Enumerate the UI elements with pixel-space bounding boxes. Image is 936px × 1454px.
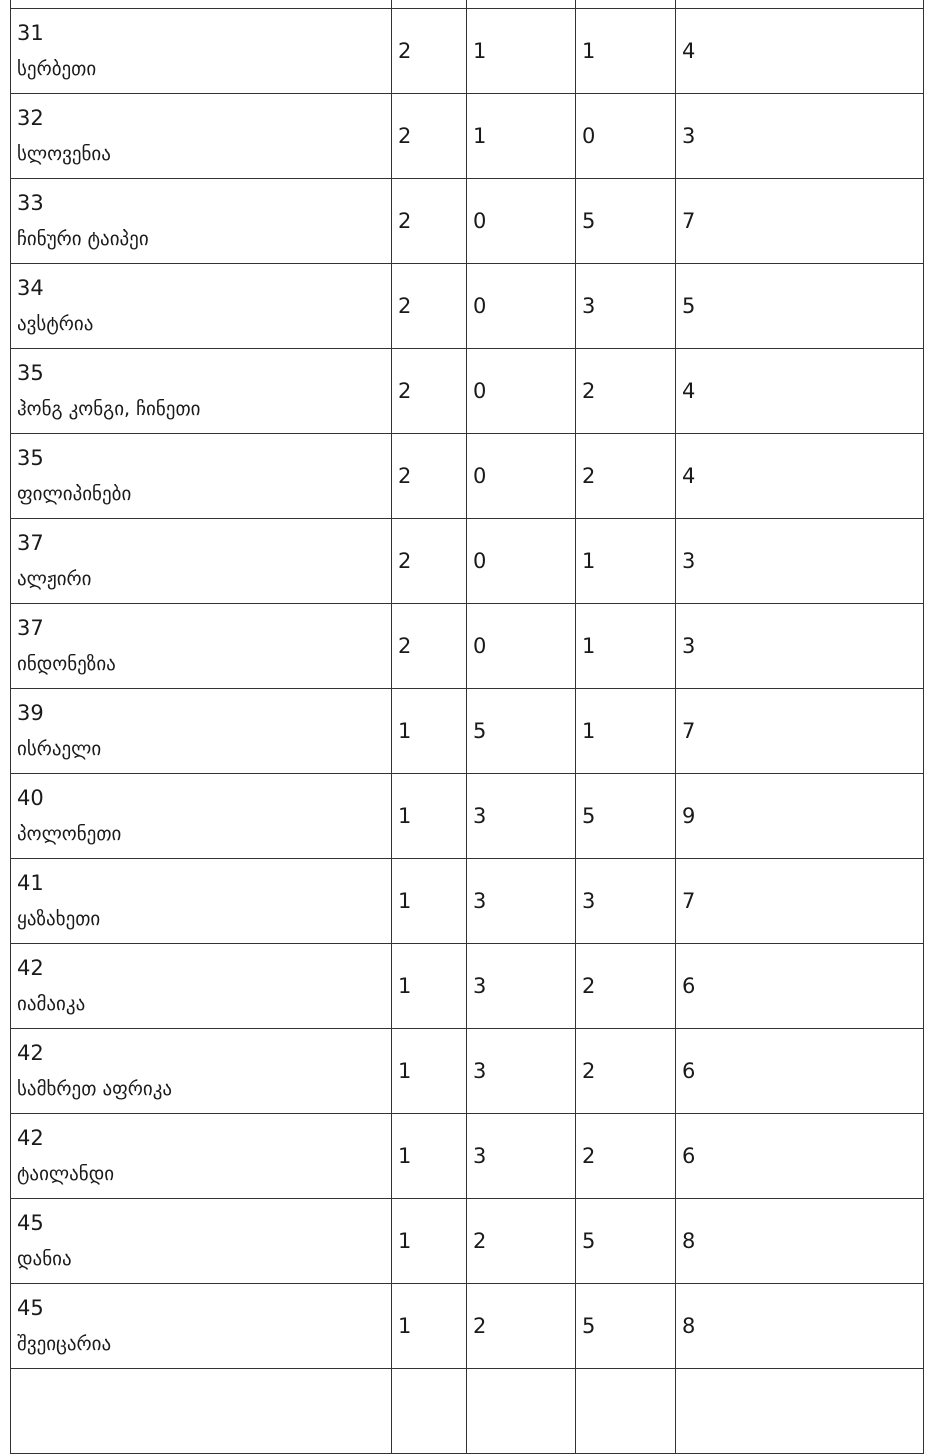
country-cell bbox=[11, 179, 392, 264]
total-count: 5 bbox=[676, 264, 924, 349]
country-cell bbox=[11, 1114, 392, 1199]
country-name: ტაილანდი bbox=[17, 1163, 115, 1185]
silver-count: 5 bbox=[467, 689, 576, 774]
silver-count bbox=[467, 0, 576, 9]
bronze-count: 2 bbox=[576, 944, 676, 1029]
rank-value: 31 bbox=[17, 21, 44, 45]
total-count: 9 bbox=[676, 774, 924, 859]
table-row bbox=[11, 519, 924, 604]
silver-count: 3 bbox=[467, 1029, 576, 1114]
table-row bbox=[11, 689, 924, 774]
country-name: ჩინური ტაიპეი bbox=[17, 228, 149, 250]
total-count bbox=[676, 0, 924, 9]
rank-value: 37 bbox=[17, 616, 44, 640]
country-cell bbox=[11, 774, 392, 859]
country-name: ინდონეზია bbox=[17, 653, 116, 675]
silver-count: 3 bbox=[467, 774, 576, 859]
country-cell bbox=[11, 434, 392, 519]
total-count: 6 bbox=[676, 944, 924, 1029]
bronze-count: 2 bbox=[576, 349, 676, 434]
silver-count: 0 bbox=[467, 349, 576, 434]
silver-count: 0 bbox=[467, 264, 576, 349]
rank-value: 40 bbox=[17, 786, 44, 810]
gold-count: 1 bbox=[392, 859, 467, 944]
table-row bbox=[11, 0, 924, 9]
gold-count: 1 bbox=[392, 689, 467, 774]
country-cell bbox=[11, 1029, 392, 1114]
bronze-count bbox=[576, 0, 676, 9]
rank-value: 41 bbox=[17, 871, 44, 895]
silver-count: 2 bbox=[467, 1199, 576, 1284]
country-name: ჰონგ კონგი, ჩინეთი bbox=[17, 398, 201, 420]
country-cell bbox=[11, 604, 392, 689]
bronze-count: 2 bbox=[576, 1114, 676, 1199]
gold-count: 2 bbox=[392, 434, 467, 519]
gold-count: 2 bbox=[392, 519, 467, 604]
country-name: იამაიკა bbox=[17, 993, 86, 1015]
table-row bbox=[11, 1029, 924, 1114]
total-count: 7 bbox=[676, 689, 924, 774]
silver-count: 0 bbox=[467, 434, 576, 519]
table-row bbox=[11, 94, 924, 179]
table-row bbox=[11, 9, 924, 94]
rank-value: 32 bbox=[17, 106, 44, 130]
rank-value: 42 bbox=[17, 1126, 44, 1150]
bronze-count: 2 bbox=[576, 1029, 676, 1114]
country-cell bbox=[11, 1199, 392, 1284]
gold-count: 1 bbox=[392, 774, 467, 859]
country-cell bbox=[11, 689, 392, 774]
gold-count bbox=[392, 0, 467, 9]
bronze-count bbox=[576, 1369, 676, 1454]
rank-value: 34 bbox=[17, 276, 44, 300]
bronze-count: 1 bbox=[576, 9, 676, 94]
country-cell bbox=[11, 1284, 392, 1369]
bronze-count: 3 bbox=[576, 264, 676, 349]
medal-table bbox=[10, 0, 924, 1454]
total-count: 4 bbox=[676, 9, 924, 94]
gold-count: 2 bbox=[392, 349, 467, 434]
country-name: ისრაელი bbox=[17, 738, 102, 760]
bronze-count: 3 bbox=[576, 859, 676, 944]
total-count: 8 bbox=[676, 1199, 924, 1284]
table-row bbox=[11, 859, 924, 944]
rank-value: 35 bbox=[17, 361, 44, 385]
bronze-count: 5 bbox=[576, 774, 676, 859]
bronze-count: 1 bbox=[576, 689, 676, 774]
rank-value: 42 bbox=[17, 1041, 44, 1065]
table-row bbox=[11, 349, 924, 434]
country-name: სლოვენია bbox=[17, 143, 111, 165]
medal-table-container bbox=[10, 0, 923, 1454]
total-count: 8 bbox=[676, 1284, 924, 1369]
rank-value: 42 bbox=[17, 956, 44, 980]
silver-count: 1 bbox=[467, 9, 576, 94]
silver-count: 0 bbox=[467, 519, 576, 604]
total-count bbox=[676, 1369, 924, 1454]
rank-value: 33 bbox=[17, 191, 44, 215]
total-count: 4 bbox=[676, 434, 924, 519]
country-cell bbox=[11, 944, 392, 1029]
medal-table-body bbox=[11, 0, 924, 1454]
gold-count: 1 bbox=[392, 944, 467, 1029]
total-count: 7 bbox=[676, 179, 924, 264]
country-cell bbox=[11, 859, 392, 944]
table-row bbox=[11, 434, 924, 519]
country-cell bbox=[11, 349, 392, 434]
bronze-count: 2 bbox=[576, 434, 676, 519]
country-name: ავსტრია bbox=[17, 313, 94, 335]
gold-count bbox=[392, 1369, 467, 1454]
silver-count: 3 bbox=[467, 944, 576, 1029]
gold-count: 1 bbox=[392, 1284, 467, 1369]
gold-count: 1 bbox=[392, 1029, 467, 1114]
country-name: ალჟირი bbox=[17, 568, 92, 590]
country-cell bbox=[11, 264, 392, 349]
bronze-count: 5 bbox=[576, 1284, 676, 1369]
country-name: შვეიცარია bbox=[17, 1333, 112, 1355]
bronze-count: 1 bbox=[576, 604, 676, 689]
silver-count: 3 bbox=[467, 859, 576, 944]
bronze-count: 5 bbox=[576, 179, 676, 264]
total-count: 6 bbox=[676, 1029, 924, 1114]
table-row bbox=[11, 944, 924, 1029]
silver-count bbox=[467, 1369, 576, 1454]
country-name: სერბეთი bbox=[17, 58, 97, 80]
country-name: ფილიპინები bbox=[17, 483, 132, 505]
country-cell bbox=[11, 0, 392, 9]
total-count: 3 bbox=[676, 94, 924, 179]
table-row bbox=[11, 179, 924, 264]
country-cell bbox=[11, 519, 392, 604]
total-count: 3 bbox=[676, 604, 924, 689]
rank-value: 35 bbox=[17, 446, 44, 470]
rank-value: 39 bbox=[17, 701, 44, 725]
rank-value: 45 bbox=[17, 1296, 44, 1320]
table-row bbox=[11, 774, 924, 859]
country-name: ყაზახეთი bbox=[17, 908, 101, 930]
table-row bbox=[11, 1369, 924, 1454]
table-row bbox=[11, 604, 924, 689]
bronze-count: 5 bbox=[576, 1199, 676, 1284]
table-row bbox=[11, 1114, 924, 1199]
table-row bbox=[11, 1284, 924, 1369]
country-cell bbox=[11, 9, 392, 94]
gold-count: 2 bbox=[392, 604, 467, 689]
silver-count: 2 bbox=[467, 1284, 576, 1369]
silver-count: 0 bbox=[467, 179, 576, 264]
country-name: დანია bbox=[17, 1248, 72, 1270]
silver-count: 1 bbox=[467, 94, 576, 179]
gold-count: 2 bbox=[392, 9, 467, 94]
total-count: 6 bbox=[676, 1114, 924, 1199]
gold-count: 2 bbox=[392, 264, 467, 349]
gold-count: 1 bbox=[392, 1114, 467, 1199]
table-row bbox=[11, 1199, 924, 1284]
total-count: 4 bbox=[676, 349, 924, 434]
country-name: სამხრეთ აფრიკა bbox=[17, 1078, 173, 1100]
country-name: პოლონეთი bbox=[17, 823, 122, 845]
gold-count: 1 bbox=[392, 1199, 467, 1284]
total-count: 7 bbox=[676, 859, 924, 944]
rank-value: 37 bbox=[17, 531, 44, 555]
bronze-count: 0 bbox=[576, 94, 676, 179]
country-cell bbox=[11, 94, 392, 179]
silver-count: 0 bbox=[467, 604, 576, 689]
rank-value: 45 bbox=[17, 1211, 44, 1235]
country-cell bbox=[11, 1369, 392, 1454]
gold-count: 2 bbox=[392, 94, 467, 179]
total-count: 3 bbox=[676, 519, 924, 604]
table-row bbox=[11, 264, 924, 349]
bronze-count: 1 bbox=[576, 519, 676, 604]
silver-count: 3 bbox=[467, 1114, 576, 1199]
gold-count: 2 bbox=[392, 179, 467, 264]
